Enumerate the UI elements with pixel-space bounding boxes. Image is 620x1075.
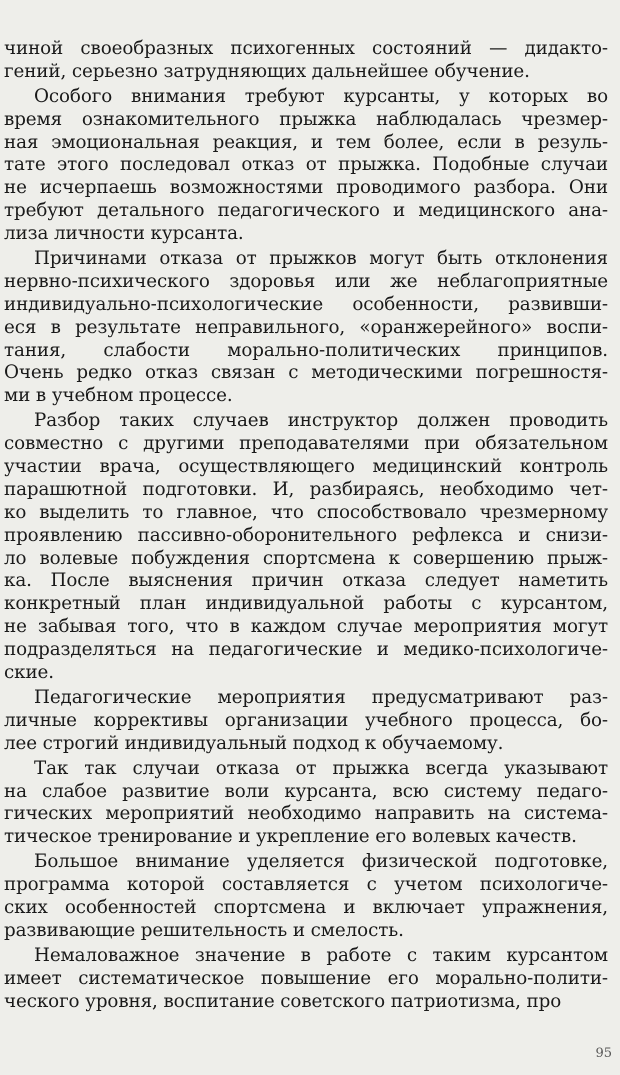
text-line: индивидуально-психологические особенности, развивши-: [4, 293, 608, 315]
text-line: проявлению пассивно-оборонительного рефлекса и снизи-: [4, 524, 608, 546]
paragraph: [4, 248, 608, 408]
text-line: Педагогические мероприятия предусматривают раз-: [34, 686, 608, 708]
text-line: ми в учебном процессе.: [4, 385, 233, 407]
paragraph: [4, 758, 608, 850]
text-line: требуют детального педагогического и медицинского ана-: [4, 200, 608, 222]
text-line: ские.: [4, 662, 54, 684]
text-line: лее строгий индивидуальный подход к обучаемому.: [4, 732, 504, 754]
text-line: ко выделить то главное, что способствовало чрезмерному: [4, 501, 608, 523]
text-line: гических мероприятий необходимо направить на система-: [4, 803, 608, 825]
paragraph: [4, 687, 608, 756]
text-line: программа которой составляется с учетом психологиче-: [4, 874, 608, 896]
text-line: совместно с другими преподавателями при обязательном: [4, 433, 608, 455]
text-line: участии врача, осуществляющего медицинский контроль: [4, 456, 608, 478]
text-line: еся в результате неправильного, «оранжерейного» воспи-: [4, 316, 608, 338]
text-line: тате этого последовал отказ от прыжка. Подобные случаи: [4, 154, 608, 176]
text-line: ло волевые побуждения спортсмена к совершению прыж-: [4, 547, 608, 569]
text-line: подразделяться на педагогические и медико-психологиче-: [4, 639, 608, 661]
text-line: не забывая того, что в каждом случае мероприятия могут: [4, 616, 608, 638]
text-line: не исчерпаешь возможностями проводимого разбора. Они: [4, 177, 608, 199]
text-line: Причинами отказа от прыжков могут быть отклонения: [34, 248, 608, 270]
paragraph: [4, 410, 608, 685]
text-line: чиной своеобразных психогенных состояний — дидакто-: [4, 38, 608, 59]
text-line: время ознакомительного прыжка наблюдалась чрезмер-: [4, 108, 608, 130]
paragraph: [4, 38, 608, 84]
text-line: Разбор таких случаев инструктор должен проводить: [34, 410, 608, 432]
text-line: на слабое развитие воли курсанта, всю систему педаго-: [4, 780, 608, 802]
text-line: тическое тренирование и укрепление его волевых качеств.: [4, 826, 577, 848]
text-line: Немаловажное значение в работе с таким курсантом: [34, 944, 608, 966]
text-line: парашютной подготовки. И, разбираясь, необходимо чет-: [4, 478, 608, 500]
text-line: ка. После выяснения причин отказа следует наметить: [4, 570, 608, 592]
text-line: ских особенностей спортсмена и включает упражнения,: [4, 896, 608, 918]
text-line: Так так случаи отказа от прыжка всегда указывают: [34, 757, 608, 779]
text-line: Особого внимания требуют курсанты, у которых во: [34, 85, 608, 107]
text-line: тания, слабости морально-политических принципов.: [4, 339, 608, 361]
text-line: конкретный план индивидуальной работы с курсантом,: [4, 593, 608, 615]
paragraph: [4, 86, 608, 246]
text-line: ная эмоциональная реакция, и тем более, если в резуль-: [4, 131, 608, 153]
text-line: личные коррективы организации учебного процесса, бо-: [4, 709, 608, 731]
body-text: [4, 38, 608, 1013]
text-line: имеет систематическое повышение его морально-полити-: [4, 967, 608, 989]
page-number: 95: [595, 1046, 612, 1061]
text-line: ческого уровня, воспитание советского патриотизма, про: [4, 990, 562, 1012]
text-line: развивающие решительность и смелость.: [4, 919, 404, 941]
text-line: гений, серьезно затрудняющих дальнейшее обучение.: [4, 60, 530, 82]
text-line: Большое внимание уделяется физической подготовке,: [34, 851, 608, 873]
text-line: лиза личности курсанта.: [4, 223, 244, 245]
paragraph: [4, 945, 608, 1014]
text-line: Очень редко отказ связан с методическими погрешностя-: [4, 362, 608, 384]
text-line: нервно-психического здоровья или же неблагоприятные: [4, 270, 608, 292]
paragraph: [4, 851, 608, 943]
